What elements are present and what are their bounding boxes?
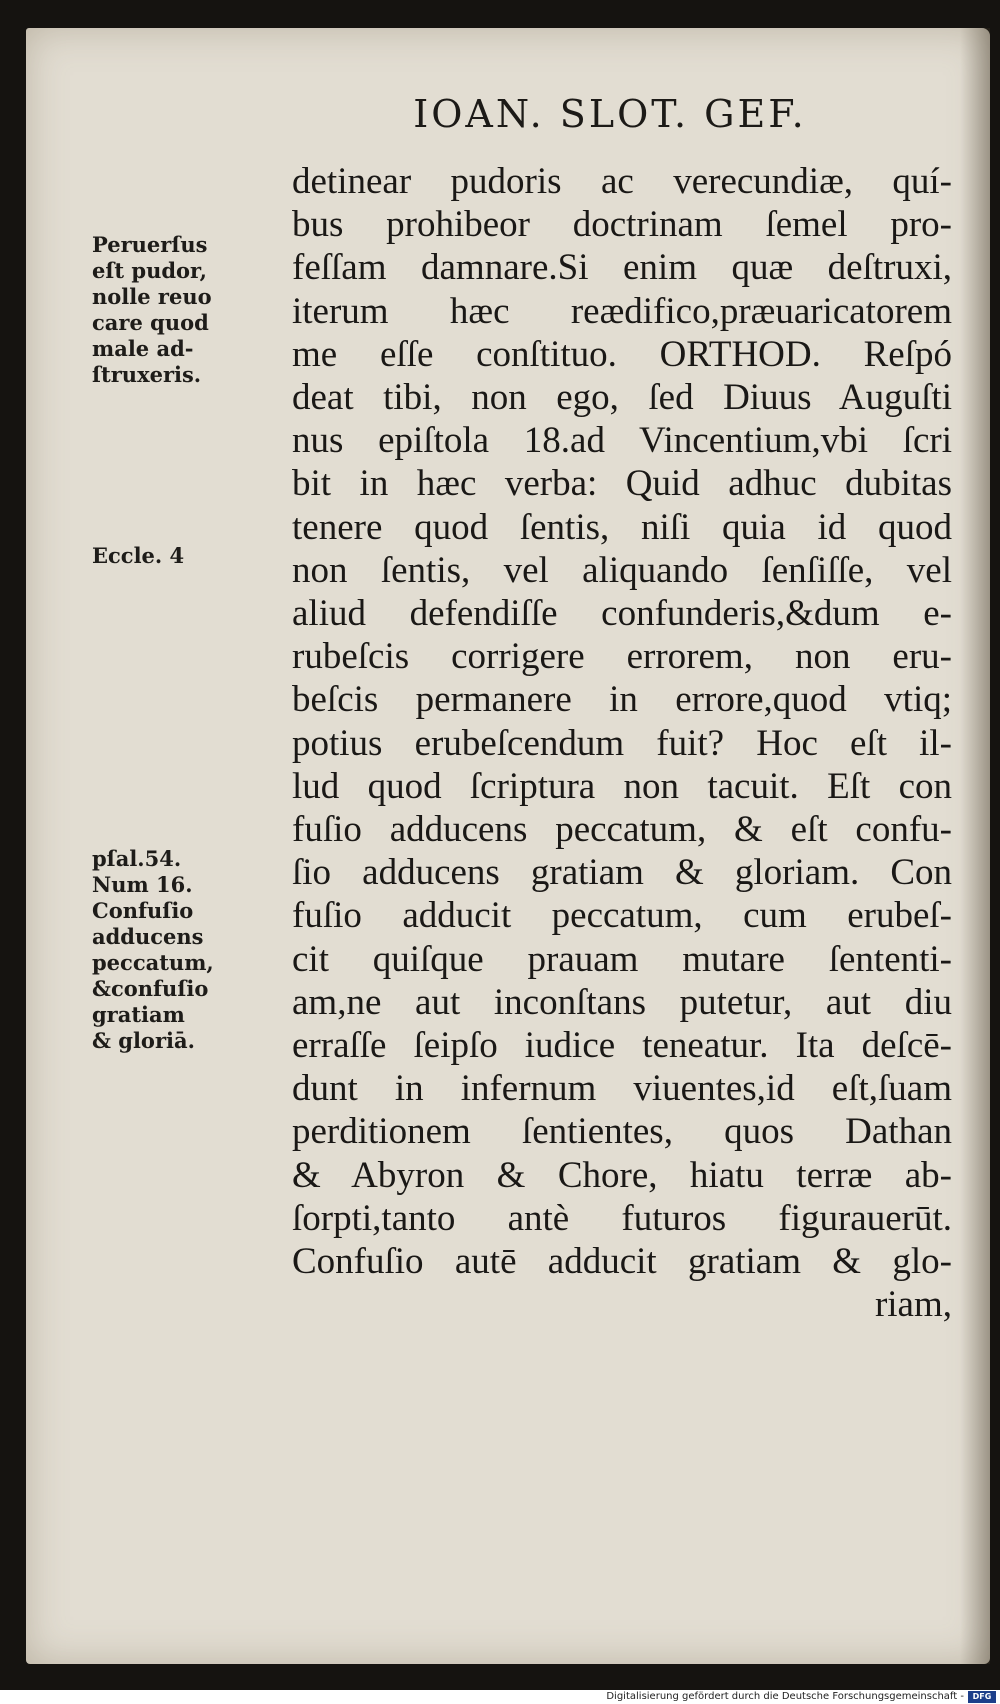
catchword: riam, [874, 1284, 952, 1326]
dfg-logo-icon: DFG [968, 1691, 996, 1703]
margin-note-line: gratiam [92, 1002, 185, 1027]
text-line: detinear pudoris ac verecundiæ, quí- [292, 161, 952, 202]
footer-credit: Digitalisierung gefördert durch die Deutsche Forschungsgemeinschaft - [606, 1691, 964, 1702]
text-line: me eſſe conſtituo. ORTHOD. Reſpó [292, 333, 952, 375]
margin-note-line: ſtruxeris. [92, 362, 202, 387]
text-line: Confuſio autē adducit gratiam & glo- [292, 1241, 952, 1283]
margin-note-group [92, 232, 212, 388]
running-head: IOAN. SLOT. GEF. [413, 92, 807, 136]
margin-note-line: adducens [92, 924, 204, 949]
text-line: potius erubeſcendum fuit? Hoc eſt il- [292, 722, 952, 764]
text-line: aliud defendiſſe confunderis,&dum e- [292, 593, 952, 635]
margin-note-line: pſal.54. [92, 846, 182, 871]
margin-note-group [92, 846, 214, 1054]
margin-note-line: peccatum, [92, 950, 214, 975]
text-line: & Abyron & Chore, hiatu terræ ab- [292, 1154, 952, 1196]
margin-note-line: Num 16. [92, 872, 193, 897]
text-line: bus prohibeor doctrinam ſemel pro- [292, 204, 952, 246]
margin-note-line: Peruerſus [92, 232, 208, 257]
text-line: erraſſe ſeipſo iudice teneatur. Ita deſcē- [292, 1025, 952, 1067]
margin-note-line: &confuſio [92, 976, 209, 1001]
text-line: ſio adducens gratiam & gloriam. Con [292, 852, 952, 894]
page-gutter-shadow [960, 28, 990, 1664]
margin-note-line: eſt pudor, [92, 258, 207, 283]
margin-note-line: Eccle. 4 [92, 543, 185, 568]
body-text [292, 160, 952, 1326]
margin-note-line: nolle reuo [92, 284, 212, 309]
text-line: lud quod ſcriptura non tacuit. Eſt con [292, 765, 952, 807]
text-line: beſcis permanere in errore,quod vtiq; [292, 679, 952, 721]
margin-note-line: Confuſio [92, 898, 194, 923]
text-line: deat tibi, non ego, ſed Diuus Auguſti [292, 377, 952, 419]
text-line: bit in hæc verba: Quid adhuc dubitas [292, 463, 952, 505]
margin-note-group [92, 543, 184, 569]
text-line: non ſentis, vel aliquando ſenſiſſe, vel [292, 549, 952, 591]
text-line: feſſam damnare.Si enim quæ deſtruxi, [292, 247, 952, 289]
text-line: ſorpti,tanto antè futuros figurauerūt. [292, 1197, 952, 1239]
text-line: dunt in infernum viuentes,id eſt,ſuam [292, 1068, 952, 1110]
text-line: tenere quod ſentis, niſi quia id quod [292, 506, 952, 548]
text-line: fuſio adducens peccatum, & eſt confu- [292, 809, 952, 851]
margin-note-line: male ad- [92, 336, 194, 361]
text-line: am,ne aut inconſtans putetur, aut diu [292, 981, 952, 1023]
text-line: perditionem ſentientes, quos Dathan [292, 1111, 952, 1153]
text-line: rubeſcis corrigere errorem, non eru- [292, 636, 952, 678]
margin-note-line: & gloriā. [92, 1028, 195, 1053]
text-line: nus epiſtola 18.ad Vincentium,vbi ſcri [292, 420, 952, 462]
text-line: fuſio adducit peccatum, cum erubeſ- [292, 895, 952, 937]
text-line: iterum hæc reædifico,præuaricatorem [292, 290, 952, 332]
margin-note-line: care quod [92, 310, 209, 335]
text-line: cit quiſque prauam mutare ſententi- [292, 938, 952, 980]
footer-bar [0, 1690, 1000, 1704]
